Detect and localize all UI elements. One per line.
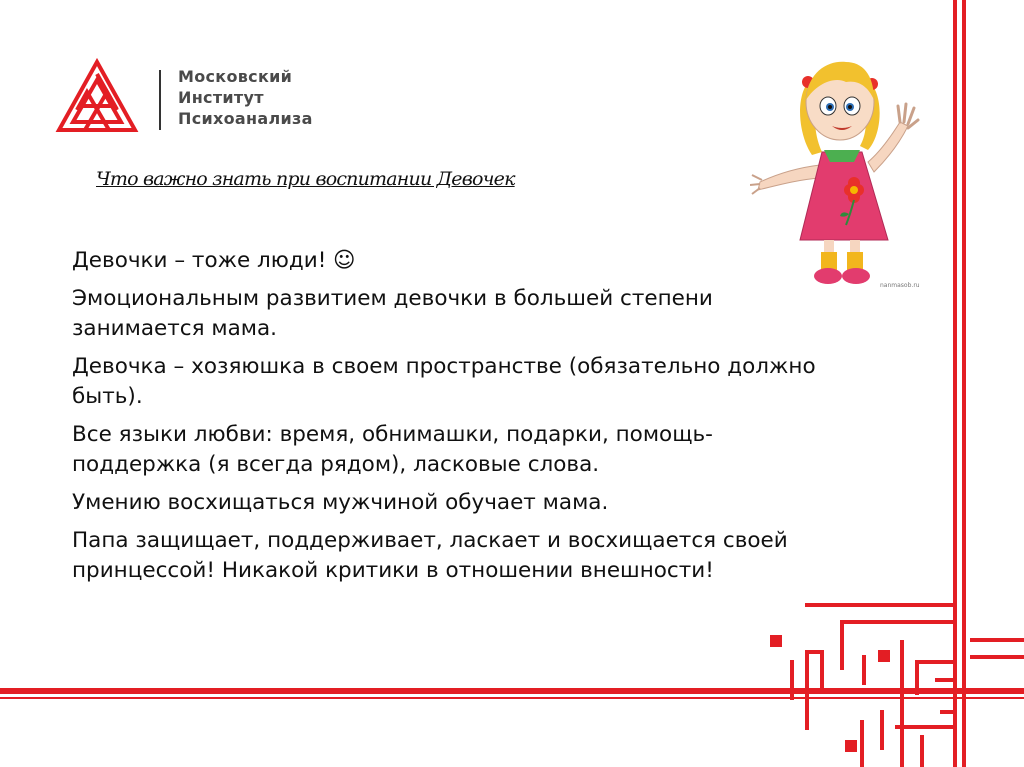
slide-subtitle: Что важно знать при воспитании Девочек (96, 168, 515, 190)
body-paragraph-4: Все языки любви: время, обнимашки, подарки, помощь-поддержка (я всегда рядом), ласковые слова. (72, 422, 713, 477)
illustration-caption: nanmasob.ru (880, 282, 920, 289)
body-text-list (72, 246, 842, 594)
organization-line-1: Московский (178, 67, 293, 86)
body-paragraph-1: Девочки – тоже люди! ☺ (72, 248, 356, 273)
body-paragraph-6: Папа защищает, поддерживает, ласкает и восхищается своей принцессой! Никакой критики в отношении внешности! (72, 528, 788, 583)
cartoon-girl-illustration (750, 40, 935, 295)
organization-line-3: Психоанализа (178, 109, 313, 128)
body-paragraph-2: Эмоциональным развитием девочки в большей степени занимается мама. (72, 286, 713, 341)
organization-name (178, 66, 313, 129)
organization-line-2: Институт (178, 88, 264, 107)
body-paragraph-5: Умению восхищаться мужчиной обучает мама. (72, 490, 609, 515)
triangle-knot-logo-icon (55, 58, 139, 136)
logo-divider (159, 70, 161, 130)
body-paragraph-3: Девочка – хозяюшка в своем пространстве (обязательно должно быть). (72, 354, 816, 409)
